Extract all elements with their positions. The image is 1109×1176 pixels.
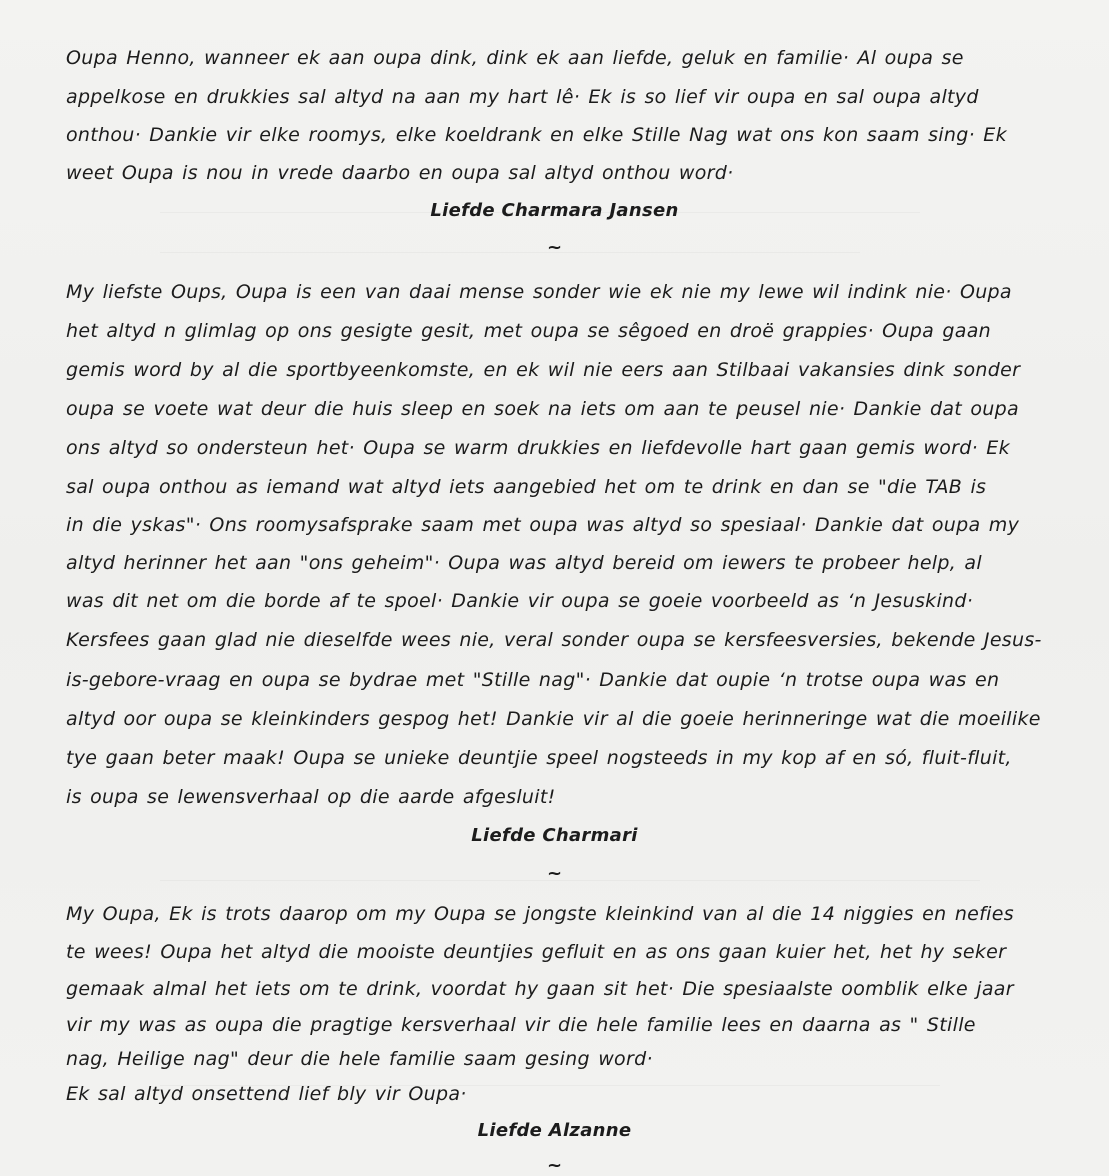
tribute-2-line: het altyd n glimlag op ons gesigte gesit, met oupa se sêgoed en droë grappies· Oupa gaan (66, 320, 992, 342)
tribute-3-signature: Liefde Alzanne (477, 1120, 632, 1141)
tribute-2-line: oupa se voete wat deur die huis sleep en soek na iets om aan te peusel nie· Dankie dat oupa (66, 398, 1019, 420)
tribute-2-line: altyd herinner het aan "ons geheim"· Oupa was altyd bereid om iewers te probeer help, al (66, 552, 982, 574)
tribute-3-line: Ek sal altyd onsettend lief bly vir Oupa· (66, 1083, 467, 1105)
tribute-2-line: tye gaan beter maak! Oupa se unieke deuntjie speel nogsteeds in my kop af en só, fluit-fluit, (66, 747, 1012, 769)
tribute-3-line: gemaak almal het iets om te drink, voordat hy gaan sit het· Die spesiaalste oomblik elke jaar (66, 978, 1014, 1000)
tribute-2-line: was dit net om die borde af te spoel· Dankie vir oupa se goeie voorbeeld as ‘n Jesuskind· (66, 590, 974, 612)
tribute-3-line: te wees! Oupa het altyd die mooiste deuntjies gefluit en as ons gaan kuier het, het hy seker (66, 941, 1007, 963)
tribute-2-separator: ~ (546, 863, 563, 884)
tribute-2-signature: Liefde Charmari (471, 825, 638, 846)
tribute-1-line: Oupa Henno, wanneer ek aan oupa dink, dink ek aan liefde, geluk en familie· Al oupa se (66, 47, 964, 69)
tribute-1-line: weet Oupa is nou in vrede daarbo en oupa sal altyd onthou word· (66, 162, 734, 184)
tribute-2-line: My liefste Oups, Oupa is een van daai mense sonder wie ek nie my lewe wil indink nie· Oupa (66, 281, 1012, 303)
tribute-2-line: ons altyd so ondersteun het· Oupa se warm drukkies en liefdevolle hart gaan gemis word· Ek (66, 437, 1010, 459)
tribute-2-line: Kersfees gaan glad nie dieselfde wees nie, veral sonder oupa se kersfeesversies, bekende Jesus- (66, 629, 1042, 651)
tribute-3-line: nag, Heilige nag" deur die hele familie saam gesing word· (66, 1048, 653, 1070)
tribute-2-line: sal oupa onthou as iemand wat altyd iets aangebied het om te drink en dan se "die TAB is (66, 476, 987, 498)
tribute-2-line: altyd oor oupa se kleinkinders gespog het! Dankie vir al die goeie herinneringe wat die moeilike (66, 708, 1041, 730)
tribute-2-line: is-gebore-vraag en oupa se bydrae met "Stille nag"· Dankie dat oupie ‘n trotse oupa was en (66, 669, 1000, 691)
tribute-2-line: in die yskas"· Ons roomysafsprake saam met oupa was altyd so spesiaal· Dankie dat oupa my (66, 514, 1020, 536)
tribute-2-line: gemis word by al die sportbyeenkomste, en ek wil nie eers aan Stilbaai vakansies dink sonder (66, 359, 1021, 381)
tribute-1-separator: ~ (546, 237, 563, 258)
tribute-3-line: vir my was as oupa die pragtige kersverhaal vir die hele familie lees en daarna as " Stille (66, 1014, 976, 1036)
tribute-2-line: is oupa se lewensverhaal op die aarde afgesluit! (66, 786, 556, 808)
tribute-1-line: appelkose en drukkies sal altyd na aan my hart lê· Ek is so lief vir oupa en sal oupa altyd (66, 86, 979, 108)
tribute-3-separator: ~ (546, 1155, 563, 1176)
tribute-3-line: My Oupa, Ek is trots daarop om my Oupa se jongste kleinkind van al die 14 niggies en nefies (66, 903, 1014, 925)
tribute-1-signature: Liefde Charmara Jansen (430, 200, 679, 221)
tribute-1-line: onthou· Dankie vir elke roomys, elke koeldrank en elke Stille Nag wat ons kon saam sing· Ek (66, 124, 1007, 146)
